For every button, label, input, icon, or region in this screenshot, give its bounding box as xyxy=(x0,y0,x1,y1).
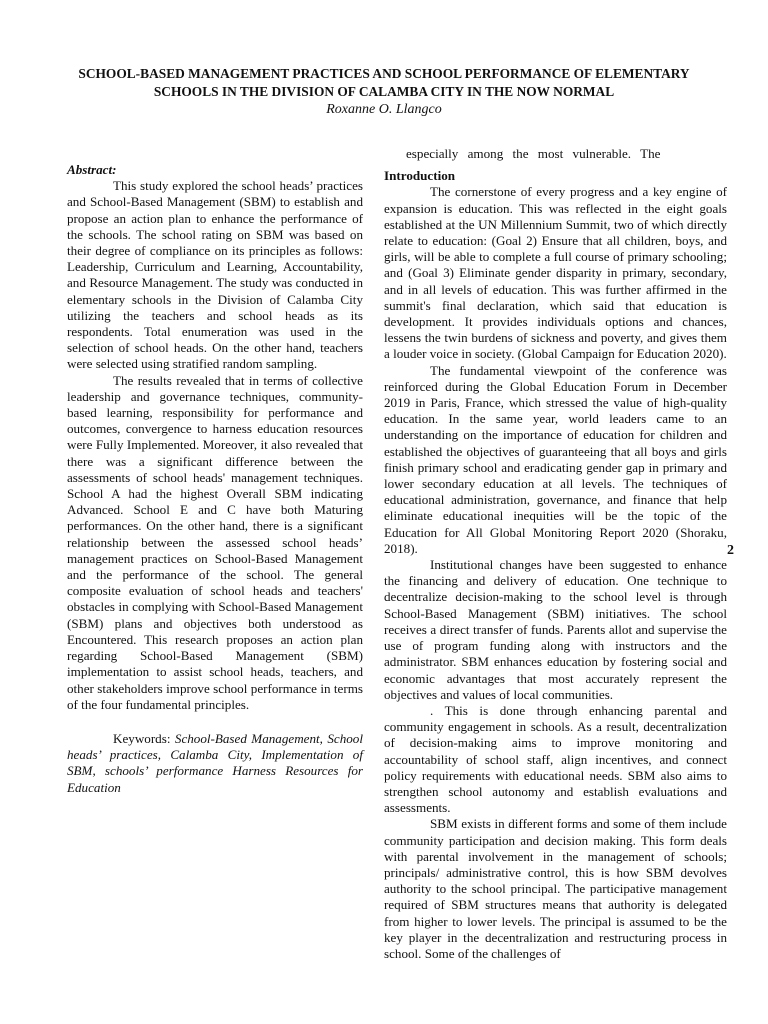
abstract-heading xyxy=(67,162,363,178)
right-column xyxy=(384,146,727,962)
abstract-label: Abstract xyxy=(67,162,113,177)
author-name: Roxanne O. Llangco xyxy=(326,102,442,117)
keywords xyxy=(67,731,363,796)
page-number: 2 xyxy=(727,543,734,558)
intro-paragraph-4: . This is done through enhancing parental and community engagement in schools. As a result, decentralization of decision-making aims to improve monitoring and accountability of school staff, align incentives, and connect policy requirements with educational needs. SBM also aims to strengthen school autonomy and establish evaluations and assessments. xyxy=(384,702,727,816)
left-column xyxy=(67,162,363,796)
continued-line: especially among the most vulnerable. The xyxy=(406,146,661,161)
abstract-colon: : xyxy=(112,162,117,177)
keywords-text: School-Based Management, School heads’ practices, Calamba City, Implementation of SBM, schools’ performance Harness Resources for Education xyxy=(67,730,363,795)
introduction-heading: Introduction xyxy=(384,168,456,184)
paper-title: SCHOOL-BASED MANAGEMENT PRACTICES AND SCHOOL PERFORMANCE OF ELEMENTARY SCHOOLS IN THE DIVISION OF CALAMBA CITY IN THE NOW NORMAL xyxy=(78,66,690,99)
intro-paragraph-2: The fundamental viewpoint of the conference was reinforced during the Global Education Forum in December 2019 in Paris, France, which stressed the value of high-quality education. In the same year, world leaders came to an understanding on the importance of education for children and established the objectives of guaranteeing that all boys and girls finish primary school and eradicating gender gap in primary and lower secondary education at all levels. The techniques of educational administration, governance, and finance that help eliminate educational inequities will be the topic of the Education for All Global Monitoring Report 2020 (Shoraku, 2018). xyxy=(384,362,727,556)
intro-paragraph-1: The cornerstone of every progress and a key engine of expansion is education. This was reflected in the eight goals established at the UN Millennium Summit, two of which directly relate to education: (Goal 2) Ensure that all children, boys, and girls, will be able to complete a full course of primary schooling; and (Goal 3) Eliminate gender disparity in primary, secondary, and in all levels of education. This was further affirmed in the summit's final declaration, which said that education is development. It provides individuals options and chances, lessens the twin burdens of sickness and poverty, and gives them a louder voice in society. (Global Campaign for Education 2020). xyxy=(384,184,727,362)
intro-paragraph-5: SBM exists in different forms and some of them include community participation and decision making. This form deals with parental involvement in the management of schools; principals/ administrative control, this is how SBM devolves authority to the school principal. The participative management required of SBM structures means that authority is delegated from higher to lower levels. The principal is assumed to be the key player in the decentralization and restructuring process in school. Some of the challenges of xyxy=(384,816,727,961)
abstract-paragraph-1: This study explored the school heads’ practices and School-Based Management (SBM) to establish and propose an action plan to enhance the performance of the schools. The school rating on SBM was based on their degree of compliance on its principles as follows: Leadership, Curriculum and Learning, Accountability, and Resource Management. The study was conducted in elementary schools in the Division of Calamba City utilizing the teachers and school heads as its respondents. Total enumeration was used in the selection of school heads. On the other hand, teachers were selected using stratified random sampling. xyxy=(67,178,363,372)
intro-paragraph-3: Institutional changes have been suggested to enhance the financing and delivery of education. One technique to decentralize decision-making to the school level is through School-Based Management (SBM) initiatives. The school receives a direct transfer of funds. Parents allot and supervise the use of program funding along with instructors and the administrator. SBM enhances education by fostering social and economic advantages that most accurately represent the objectives and values of local communities. xyxy=(384,557,727,702)
abstract-paragraph-2: The results revealed that in terms of collective leadership and governance techniques, community-based learning, responsibility for performance and outcomes, convergence to harness education resources were Fully Implemented. Moreover, it also revealed that there was a significant difference between the assessments of school heads' management techniques. School A had the highest Overall SBM indicating Advanced. School E and C have both Maturing performances. On the other hand, there is a significant relationship between the assessed school heads’ management practices on School-Based Management and the performance of the school. The general composite evaluation of school heads and teachers' obstacles in complying with School-Based Management (SBM) plans and objectives both understood as Encountered. This research proposes an action plan regarding School-Based Management (SBM) implementation to assist school heads, teachers, and other stakeholders improve school performance in terms of the four fundamental principles. xyxy=(67,372,363,712)
keywords-label: Keywords: xyxy=(113,730,171,746)
